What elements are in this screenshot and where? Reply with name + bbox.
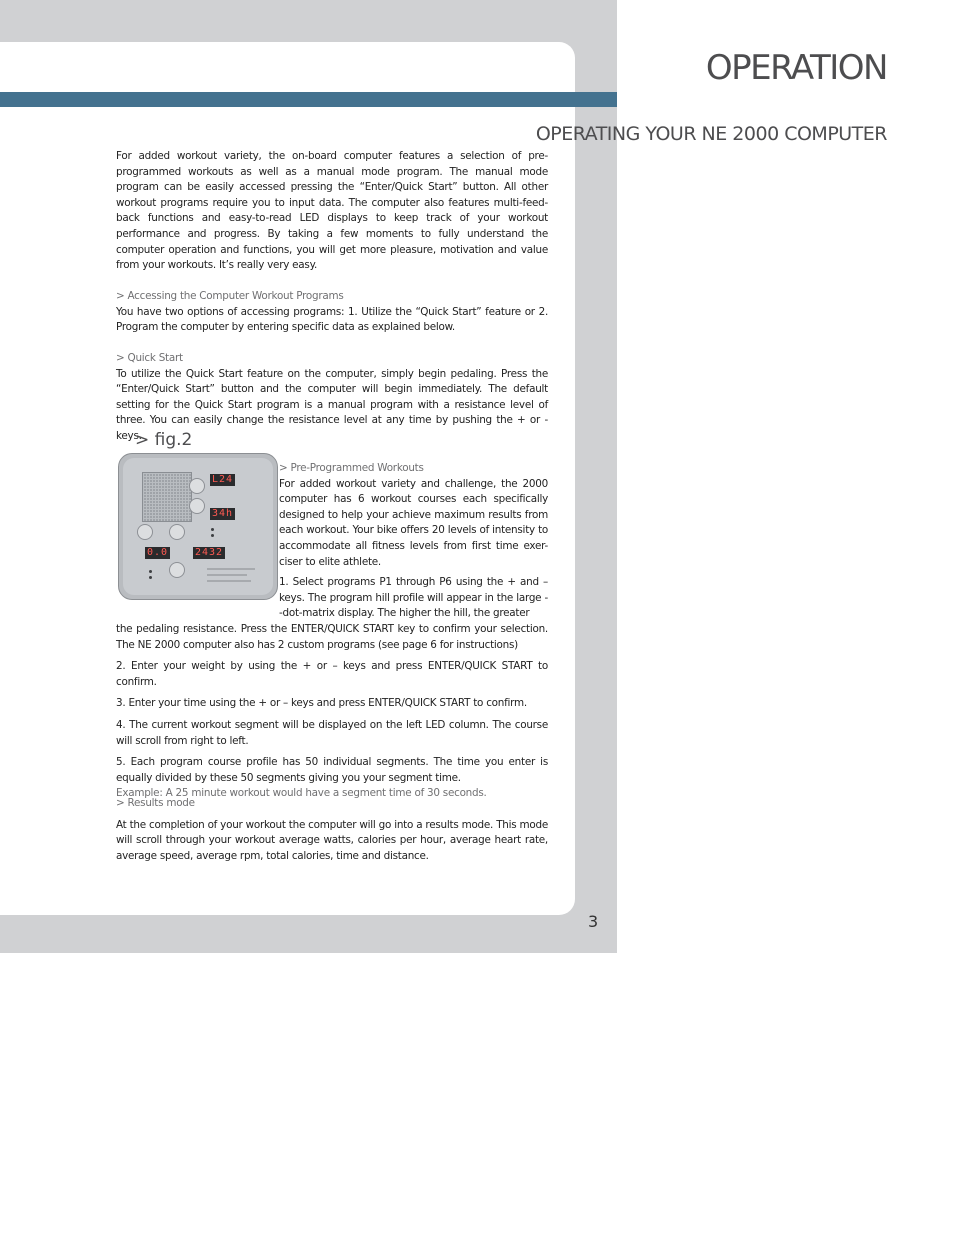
console-label-line	[207, 568, 255, 570]
section-title: OPERATION	[705, 48, 887, 88]
stop-key	[169, 562, 185, 578]
accessing-heading: > Accessing the Computer Workout Programs	[116, 290, 344, 302]
program-key	[137, 524, 153, 540]
step1-text-part1: 1. Select programs P1 through P6 using the + and – keys. The program hill profile will appear in the large --dot-matrix display. The higher the hill, the greater	[279, 576, 548, 620]
preprogrammed-section	[279, 461, 548, 622]
led-display-middle: 34h	[212, 508, 234, 519]
indicator-dot	[211, 528, 214, 531]
step2-text: 2. Enter your weight by using the + or – keys and press ENTER/QUICK START to confirm.	[116, 660, 548, 688]
console-label-line	[207, 580, 251, 582]
accessing-text: You have two options of accessing programs: 1. Utilize the “Quick Start” feature or 2. Program the computer by entering specific data as explained below.	[116, 305, 548, 334]
indicator-dot	[149, 576, 152, 579]
intro-text: For added workout variety, the on-board computer features a selection of pre-programmed workouts as well as a manual mode program. The manual mode program can be easily accessed pressing the “Enter/Quick Start” button. All other workout programs require you to input data. The computer also features multi-feed-back functions and easy-to-read LED displays to keep track of your workout performance and progress. By taking a few moments to fully understand the computer operation and functions, you will get more pleasure, motivation and value from your workouts. It’s really very easy.	[116, 150, 548, 272]
steps-section	[116, 622, 548, 802]
preprogrammed-text: For added workout variety and challenge, the 2000 computer has 6 workout courses each specifically designed to help your achieve maximum results from each workout. Your bike offers 20 levels of intensity to accommodate all fitness levels from first time exer-ciser to elite athlete.	[279, 477, 548, 568]
intro-paragraph	[116, 149, 548, 274]
step1-text-part2: the pedaling resistance. Press the ENTER/QUICK START key to confirm your selection. The NE 2000 computer also has 2 custom programs (see page 6 for instructions)	[116, 623, 548, 651]
results-section	[116, 796, 548, 864]
console-illustration	[118, 453, 278, 600]
led-display-right: 2432	[195, 547, 224, 558]
led-display-top: L24	[212, 474, 234, 485]
led-display-left: 0.0	[147, 547, 169, 558]
minus-key	[189, 498, 205, 514]
quick-start-text: To utilize the Quick Start feature on the computer, simply begin pedaling. Press the “Enter/Quick Start” button and the computer will begin immediately. The default setting for the Quick Start program is a manual program with a resistance level of three. You can easily change the resistance level at any time by pushing the + or - keys.	[116, 367, 548, 442]
step5-text: 5. Each program course profile has 50 individual segments. The time you enter is equally divided by these 50 segments giving you your segment time.	[116, 756, 548, 784]
header-bar	[0, 92, 617, 107]
step3-text: 3. Enter your time using the + or – keys and press ENTER/QUICK START to confirm.	[116, 697, 527, 710]
console-label-line	[207, 574, 247, 576]
main-heading: OPERATING YOUR NE 2000 COMPUTER	[535, 123, 887, 145]
console-face	[123, 458, 273, 595]
dot-matrix-display	[142, 472, 192, 522]
indicator-dot	[211, 534, 214, 537]
quick-start-heading: > Quick Start	[116, 352, 183, 364]
page-number: 3	[588, 912, 599, 931]
figure-label: > fig.2	[135, 430, 193, 450]
example-text: Example: A 25 minute workout would have a segment time of 30 seconds.	[116, 787, 487, 800]
plus-key	[189, 478, 205, 494]
results-heading: > Results mode	[116, 797, 195, 809]
accessing-section	[116, 289, 548, 336]
preprogrammed-heading: > Pre-Programmed Workouts	[279, 462, 424, 474]
step4-text: 4. The current workout segment will be displayed on the left LED column. The course will scroll from right to left.	[116, 718, 548, 747]
results-text: At the completion of your workout the computer will go into a results mode. This mode will scroll through your workout average watts, calories per hour, average heart rate, average speed, average rpm, total calories, time and distance.	[116, 818, 548, 862]
enter-key	[169, 524, 185, 540]
indicator-dot	[149, 570, 152, 573]
